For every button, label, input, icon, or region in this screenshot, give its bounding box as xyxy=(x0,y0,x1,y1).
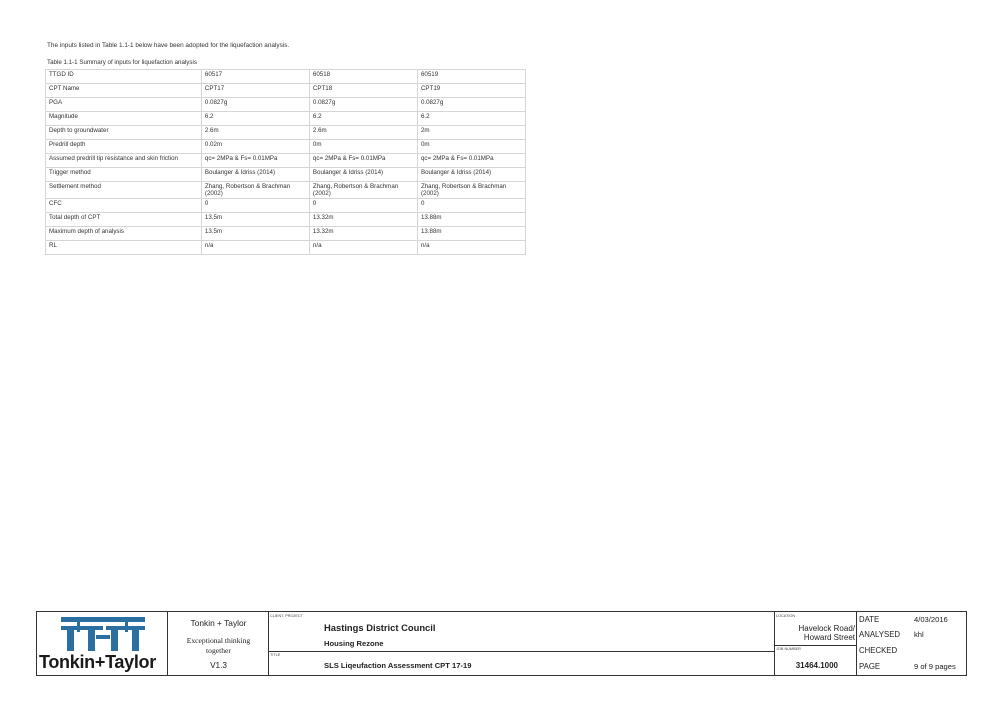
table-cell: 0.0827g xyxy=(309,98,417,112)
table-caption: Table 1.1-1 Summary of inputs for liquefaction analysis xyxy=(47,59,197,66)
page-value: 9 of 9 pages xyxy=(914,662,956,671)
table-cell: 13.88m xyxy=(417,227,525,241)
page-label: PAGE xyxy=(859,662,881,671)
table-cell: n/a xyxy=(417,241,525,255)
table-cell: n/a xyxy=(309,241,417,255)
table-row-label: CFC xyxy=(46,199,202,213)
table-cell: 13.88m xyxy=(417,213,525,227)
table-cell: 0.0827g xyxy=(201,98,309,112)
table-row xyxy=(46,199,526,213)
table-row xyxy=(46,98,526,112)
table-row xyxy=(46,140,526,154)
company-block xyxy=(168,612,269,675)
table-row xyxy=(46,241,526,255)
checked-label: CHECKED xyxy=(859,646,898,655)
table-row xyxy=(46,112,526,126)
job-number: 31464.1000 xyxy=(795,661,838,670)
table-cell: qc= 2MPa & Fs= 0.01MPa xyxy=(417,154,525,168)
table-row-label: Settlement method xyxy=(46,182,202,199)
date-label: DATE xyxy=(859,615,880,624)
table-row-label: Assumed predrill tip resistance and skin friction xyxy=(46,154,202,168)
table-cell: Boulanger & Idriss (2014) xyxy=(201,168,309,182)
inputs-table-body xyxy=(46,70,526,255)
divider xyxy=(774,645,856,646)
table-row-label: PGA xyxy=(46,98,202,112)
table-cell: CPT19 xyxy=(417,84,525,98)
table-row-label: Maximum depth of analysis xyxy=(46,227,202,241)
table-cell: CPT17 xyxy=(201,84,309,98)
table-cell: 2m xyxy=(417,126,525,140)
table-row-label: Total depth of CPT xyxy=(46,213,202,227)
tt-logo-icon xyxy=(61,617,145,651)
table-row xyxy=(46,84,526,98)
table-row-label: TTGD ID xyxy=(46,70,202,84)
table-cell: 6.2 xyxy=(309,112,417,126)
project-name: Housing Rezone xyxy=(324,639,384,648)
divider xyxy=(268,651,774,652)
location-line-2: Howard Street xyxy=(803,633,855,642)
table-row xyxy=(46,213,526,227)
table-cell: n/a xyxy=(201,241,309,255)
table-cell: Zhang, Robertson & Brachman (2002) xyxy=(417,182,525,199)
table-cell: Zhang, Robertson & Brachman (2002) xyxy=(309,182,417,199)
table-cell: 60519 xyxy=(417,70,525,84)
table-cell: qc= 2MPa & Fs= 0.01MPa xyxy=(201,154,309,168)
tagline xyxy=(168,636,269,656)
table-row-label: RL xyxy=(46,241,202,255)
analysed-label: ANALYSED xyxy=(859,630,901,639)
company-logo xyxy=(37,612,167,675)
inputs-table xyxy=(45,69,526,255)
document-title: SLS Liqeufaction Assessment CPT 17-19 xyxy=(324,661,472,670)
table-cell: CPT18 xyxy=(309,84,417,98)
table-row-label: Depth to groundwater xyxy=(46,126,202,140)
table-row xyxy=(46,168,526,182)
table-cell: Zhang, Robertson & Brachman (2002) xyxy=(201,182,309,199)
table-row-label: CPT Name xyxy=(46,84,202,98)
table-cell: 60517 xyxy=(201,70,309,84)
table-cell: Boulanger & Idriss (2014) xyxy=(309,168,417,182)
table-row xyxy=(46,227,526,241)
table-cell: 13.5m xyxy=(201,227,309,241)
analysed-value: khl xyxy=(914,630,924,639)
table-cell: 60518 xyxy=(309,70,417,84)
table-cell: 0.0827g xyxy=(417,98,525,112)
table-cell: 6.2 xyxy=(417,112,525,126)
version: V1.3 xyxy=(210,661,227,670)
company-name: Tonkin + Taylor xyxy=(190,618,247,628)
table-row xyxy=(46,182,526,199)
table-cell: Boulanger & Idriss (2014) xyxy=(417,168,525,182)
tagline-line-2: together xyxy=(206,646,231,655)
intro-text: The inputs listed in Table 1.1-1 below have been adopted for the liquefaction analysis. xyxy=(47,42,290,49)
tagline-line-1: Exceptional thinking xyxy=(186,636,251,645)
table-cell: 0 xyxy=(417,199,525,213)
table-cell: 0 xyxy=(201,199,309,213)
logo-text: Tonkin+Taylor xyxy=(39,652,156,672)
location xyxy=(775,618,855,642)
client-label: CLIENT, PROJECT xyxy=(270,614,303,618)
table-cell: 2.6m xyxy=(201,126,309,140)
client-name: Hastings District Council xyxy=(324,622,436,633)
location-line-1: Havelock Road/ xyxy=(798,624,855,633)
divider xyxy=(856,612,857,675)
table-cell: qc= 2MPa & Fs= 0.01MPa xyxy=(309,154,417,168)
table-cell: 13.32m xyxy=(309,227,417,241)
title-block xyxy=(36,611,967,676)
title-label: TITLE xyxy=(270,653,281,657)
table-cell: 13.32m xyxy=(309,213,417,227)
table-row xyxy=(46,126,526,140)
table-row xyxy=(46,154,526,168)
table-row-label: Predrill depth xyxy=(46,140,202,154)
job-number-label: JOB NUMBER xyxy=(776,647,801,651)
table-row-label: Magnitude xyxy=(46,112,202,126)
table-cell: 0m xyxy=(417,140,525,154)
table-cell: 2.6m xyxy=(309,126,417,140)
table-row-label: Trigger method xyxy=(46,168,202,182)
table-cell: 13.5m xyxy=(201,213,309,227)
table-cell: 0.02m xyxy=(201,140,309,154)
date-value: 4/03/2016 xyxy=(914,615,948,624)
table-cell: 0 xyxy=(309,199,417,213)
location-label: LOCATION xyxy=(776,614,796,618)
table-row xyxy=(46,70,526,84)
table-cell: 6.2 xyxy=(201,112,309,126)
table-cell: 0m xyxy=(309,140,417,154)
